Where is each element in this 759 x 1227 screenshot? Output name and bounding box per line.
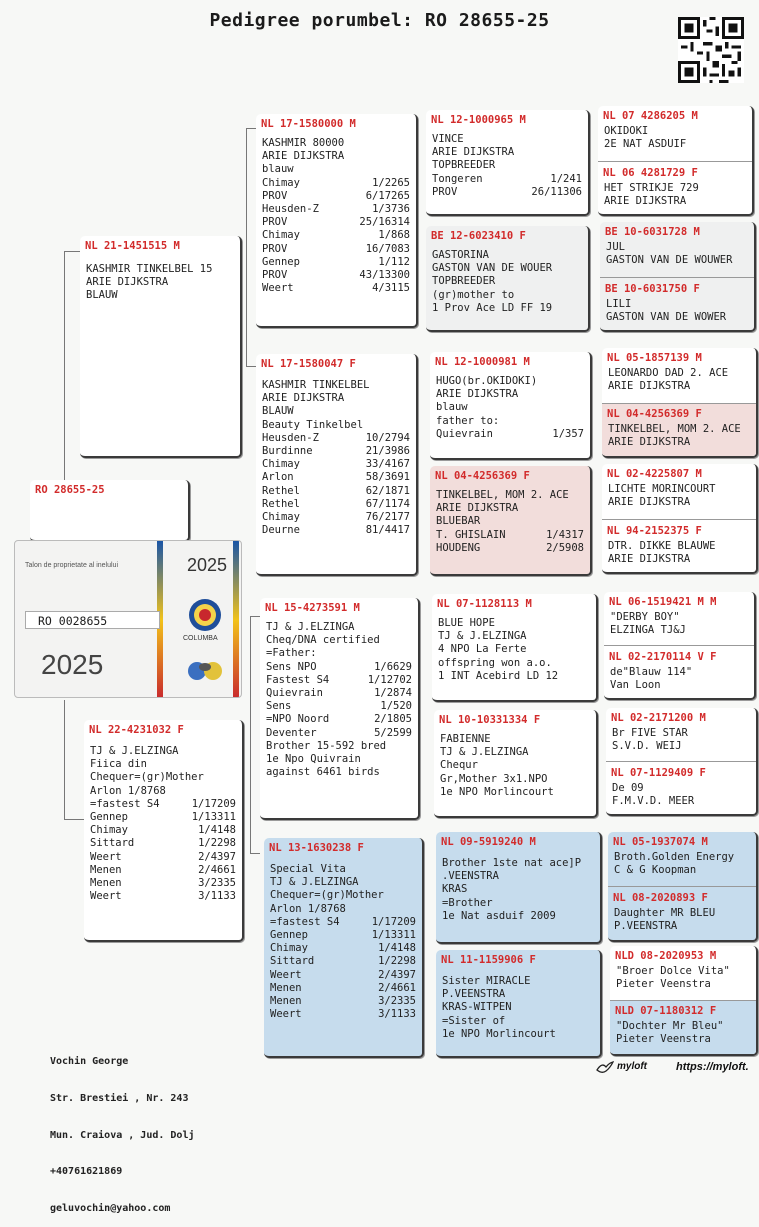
dam-line: Chequer=(gr)Mother [90,771,204,784]
gen3-result: Tongeren 1/241 [432,172,582,185]
gen3-line: .VEENSTRA [442,870,499,883]
gen3-ring: NL 12-1000981 M [435,356,530,368]
gen4-line: HET STRIKJE 729 [604,182,699,194]
gen3-line: GASTORINA [432,249,489,261]
gen4-line: GASTON VAN DE WOWER [606,311,727,324]
gen3-line: TOPBREEDER [432,159,496,172]
granddam-sire-card [260,598,420,820]
ring-card-number: RO 0028655 [25,611,160,629]
ring-card-year-top: 2025 [187,555,228,575]
sd-result: Heusden-Z 10/2794 [262,431,410,444]
gen3-ring: NL 10-10331334 F [439,714,541,726]
gen4-line: Daughter MR BLEU [614,907,716,919]
sd-line: BLAUW [262,405,294,418]
dam-result: Chimay 1/4148 [90,824,236,837]
dd-result: Sittard 1/2298 [270,955,416,968]
gen4-line: TINKELBEL, MOM 2. ACE [608,423,741,435]
gen4-ring: NL 02-4225807 M [607,468,702,480]
gen4-line: ELZINGA TJ&J [610,624,686,637]
ss-result: Chimay 1/2265 [262,176,410,189]
sd-line: ARIE DIJKSTRA [262,392,345,405]
sd-result: Rethel 67/1174 [262,497,410,510]
dd-result: Chimay 1/4148 [270,942,416,955]
dam-result: Menen 3/2335 [90,877,236,890]
gen4-line: LICHTE MORINCOURT [608,483,716,495]
gen3-line: ARIE DIJKSTRA [436,502,519,515]
gen4-ring: NL 02-2171200 M [611,712,706,724]
ds-result: Sens 1/520 [266,700,412,713]
ds-result: Fastest S4 1/12702 [266,673,412,686]
dam-result: Sittard 1/2298 [90,837,236,850]
gen3-line: 1e Nat asduif 2009 [442,909,556,922]
gen3-line: father to: [436,414,500,427]
gen3-line: Gr,Mother 3x1.NPO [440,772,548,785]
gen4-pair-card [602,464,758,574]
gen3-line: TINKELBEL, MOM 2. ACE [436,489,569,501]
sd-result: Chimay 76/2177 [262,511,410,524]
gen4-line: DTR. DIKKE BLAUWE [608,540,716,552]
gen4-line: "DERBY BOY" [610,611,680,623]
gen3-card [436,832,602,944]
sire-ring: NL 21-1451515 M [85,240,180,252]
sd-ring: NL 17-1580047 F [261,358,356,370]
owner-line: Vochin George [50,1056,129,1068]
dd-line: Arlon 1/8768 [270,902,346,915]
ss-result: PROV 25/16314 [262,216,410,229]
sd-result: Burdinne 21/3986 [262,445,410,458]
gen4-line: ARIE DIJKSTRA [608,496,691,509]
ds-result: Sens NPO 1/6629 [266,660,412,673]
ds-line: Cheq/DNA certified [266,634,380,647]
grandsire-dam-card [256,354,418,576]
ring-card-label: Talon de proprietate al inelului [25,562,119,569]
gen4-ring: NL 07-1129409 F [611,767,706,779]
gen3-ring: NL 12-1000965 M [431,114,526,126]
gen3-line: GASTON VAN DE WOUER [432,262,553,275]
ss-result: Heusden-Z 1/3736 [262,203,410,216]
gen4-line: Van Loon [610,679,661,692]
gen3-card [430,352,592,460]
gen4-pair-card [610,946,758,1056]
gen4-pair-card [602,348,758,458]
gen3-line: Brother 1ste nat ace]P [442,857,582,869]
gen4-line: Br FIVE STAR [612,727,688,739]
gen4-ring: NL 94-2152375 F [607,525,702,537]
gen3-line: VINCE [432,133,464,145]
ring-card [14,540,242,698]
gen3-card [430,466,592,576]
pigeon-logo-icon [187,657,223,683]
gen4-ring: NL 05-1857139 M [607,352,702,364]
ring-card-brand: COLUMBA [183,635,218,642]
dam-result: =fastest S4 1/17209 [90,797,236,810]
gen3-line: TOPBREEDER [432,275,496,288]
dd-ring: NL 13-1630238 F [269,842,364,854]
gen4-line: ARIE DIJKSTRA [608,436,691,449]
dam-line: TJ & J.ELZINGA [90,745,179,757]
ds-tail: Brother 15-592 bred [266,739,387,752]
gen3-line: (gr)mother to [432,288,515,301]
gen4-line: ARIE DIJKSTRA [604,195,687,208]
ss-line: blauw [262,163,294,176]
owner-line: Str. Brestiei , Nr. 243 [50,1093,189,1105]
dd-line: Chequer=(gr)Mother [270,889,384,902]
gen4-ring: BE 10-6031750 F [605,283,700,295]
gen4-line: JUL [606,241,625,253]
gen4-ring: BE 10-6031728 M [605,226,700,238]
gen3-result: T. GHISLAIN 1/4317 [436,528,584,541]
ss-line: ARIE DIJKSTRA [262,150,345,163]
ds-result: Deventer 5/2599 [266,726,412,739]
ds-line: TJ & J.ELZINGA [266,621,355,633]
dd-result: Weert 3/1133 [270,1008,416,1021]
gen3-line: BLUEBAR [436,515,481,528]
owner-line: +40761621869 [50,1166,123,1178]
gen3-line: offspring won a.o. [438,656,552,669]
dd-line: TJ & J.ELZINGA [270,876,359,889]
gen4-line: S.V.D. WEIJ [612,740,682,753]
gen4-line: GASTON VAN DE WOUWER [606,254,733,267]
grandsire-sire-card [256,114,418,328]
gen3-result: Quievrain 1/357 [436,427,584,440]
columba-emblem-icon [187,597,223,633]
dam-ring: NL 22-4231032 F [89,724,184,736]
gen4-line: de"Blauw 114" [610,666,693,678]
gen3-line: TJ & J.ELZINGA [440,746,529,759]
gen4-line: ARIE DIJKSTRA [608,380,691,393]
gen4-ring: NLD 08-2020953 M [615,950,717,962]
gen3-line: =Sister of [442,1014,506,1027]
gen4-ring: NL 08-2020893 F [613,892,708,904]
dd-result: Menen 3/2335 [270,995,416,1008]
gen4-line: 2E NAT ASDUIF [604,138,687,151]
ss-result: Chimay 1/868 [262,229,410,242]
dd-result: Weert 2/4397 [270,968,416,981]
footer-url[interactable]: https://myloft. [676,1061,749,1073]
ring-card-year-bottom: 2025 [41,649,104,680]
gen3-card [432,594,598,702]
qr-code [678,17,744,83]
gen4-pair-card [598,106,754,216]
gen4-line: ARIE DIJKSTRA [608,553,691,566]
sd-result: Arlon 58/3691 [262,471,410,484]
gen3-ring: NL 07-1128113 M [437,598,532,610]
gen4-ring: NL 05-1937074 M [613,836,708,848]
gen4-line: OKIDOKI [604,125,649,137]
gen3-line: HUGO(br.OKIDOKI) [436,375,538,387]
sd-result: Rethel 62/1871 [262,484,410,497]
owner-block [50,1032,195,1227]
dam-result: Weert 2/4397 [90,850,236,863]
owner-line: Mun. Craiova , Jud. Dolj [50,1129,195,1141]
sire-line: BLAUW [86,289,118,302]
gen4-line: Pieter Veenstra [616,978,711,991]
gen4-ring: NL 02-2170114 V F [609,651,717,663]
dam-result: Weert 3/1133 [90,890,236,903]
gen3-result: PROV 26/11306 [432,185,582,198]
gen3-line: 1e NPO Morlincourt [442,1027,556,1040]
ds-tail: against 6461 birds [266,766,380,779]
gen4-line: LEONARDO DAD 2. ACE [608,367,729,379]
gen3-line: blauw [436,401,468,414]
owner-line: geluvochin@yahoo.com [50,1202,171,1214]
ds-result: Quievrain 1/2874 [266,687,412,700]
gen3-line: BLUE HOPE [438,617,495,629]
gen3-ring: NL 09-5919240 M [441,836,536,848]
gen3-line: 1 INT Acebird LD 12 [438,669,559,682]
sd-line: KASHMIR TINKELBEL [262,379,370,391]
ss-result: Weert 4/3115 [262,282,410,295]
ds-ring: NL 15-4273591 M [265,602,360,614]
ds-result: =NPO Noord 2/1805 [266,713,412,726]
dam-result: Menen 2/4661 [90,863,236,876]
gen4-ring: NL 06 4281729 F [603,167,698,179]
gen3-line: KRAS-WITPEN [442,1001,512,1014]
gen4-line: "Dochter Mr Bleu" [616,1020,724,1032]
gen3-ring: NL 04-4256369 F [435,470,530,482]
ds-tail: 1e Npo Quivrain [266,753,361,766]
ss-result: PROV 43/13300 [262,269,410,282]
gen4-line: Pieter Veenstra [616,1033,711,1046]
gen3-line: P.VEENSTRA [442,988,506,1001]
dam-result: Gennep 1/13311 [90,811,236,824]
sd-line: Beauty Tinkelbel [262,418,364,431]
sire-line: ARIE DIJKSTRA [86,276,169,289]
gen3-card [434,710,598,818]
gen3-line: Sister MIRACLE [442,975,531,987]
gen3-line: =Brother [442,896,493,909]
gen4-line: F.M.V.D. MEER [612,795,695,808]
gen4-ring: NL 04-4256369 F [607,408,702,420]
sd-result: Chimay 33/4167 [262,458,410,471]
dd-line: Special Vita [270,863,346,875]
myloft-bird-icon [596,1060,614,1076]
footer-brand: myloft [617,1061,647,1072]
dd-result: Gennep 1/13311 [270,929,416,942]
sd-result: Deurne 81/4417 [262,524,410,537]
ss-result: PROV 6/17265 [262,189,410,202]
dam-line: Fiica din [90,758,147,771]
gen4-line: De 09 [612,782,644,794]
subject-card [30,480,190,542]
gen4-pair-card [608,832,758,942]
dd-result: Menen 2/4661 [270,981,416,994]
gen4-line: C & G Koopman [614,864,697,877]
gen4-line: P.VEENSTRA [614,920,678,933]
gen3-card [436,950,602,1058]
gen4-line: "Broer Dolce Vita" [616,965,730,977]
ss-line: KASHMIR 80000 [262,137,345,149]
gen4-ring: NL 07 4286205 M [603,110,698,122]
gen3-ring: BE 12-6023410 F [431,230,526,242]
ss-result: Gennep 1/112 [262,255,410,268]
gen4-pair-card [606,708,758,816]
sire-line: KASHMIR TINKELBEL 15 [86,263,213,275]
dam-line: Arlon 1/8768 [90,784,166,797]
dd-result: =fastest S4 1/17209 [270,915,416,928]
gen3-line: ARIE DIJKSTRA [432,146,515,159]
ds-line: =Father: [266,647,317,660]
gen3-line: 1 Prov Ace LD FF 19 [432,301,553,314]
gen4-ring: NLD 07-1180312 F [615,1005,717,1017]
sire-card [80,236,242,458]
gen4-pair-card [600,222,756,332]
gen3-card [426,110,590,216]
gen3-line: ARIE DIJKSTRA [436,388,519,401]
gen3-line: Chequr [440,759,478,772]
gen3-line: FABIENNE [440,733,491,745]
ss-ring: NL 17-1580000 M [261,118,356,130]
subject-ring: RO 28655-25 [35,484,105,496]
gen4-ring: NL 06-1519421 M M [609,596,717,608]
ss-result: PROV 16/7083 [262,242,410,255]
gen4-line: Broth.Golden Energy [614,851,735,863]
gen3-line: TJ & J.ELZINGA [438,630,527,643]
gen3-card [426,226,590,332]
gen4-line: LILI [606,298,632,310]
dam-card [84,720,244,942]
gen3-line: KRAS [442,883,468,896]
gen3-result: HOUDENG 2/5908 [436,541,584,554]
gen3-line: 1e NPO Morlincourt [440,785,554,798]
gen4-pair-card [604,592,756,700]
gen3-line: 4 NPO La Ferte [438,643,527,656]
gen3-ring: NL 11-1159906 F [441,954,536,966]
granddam-dam-card [264,838,424,1058]
page-title: Pedigree porumbel: RO 28655-25 [209,10,550,31]
